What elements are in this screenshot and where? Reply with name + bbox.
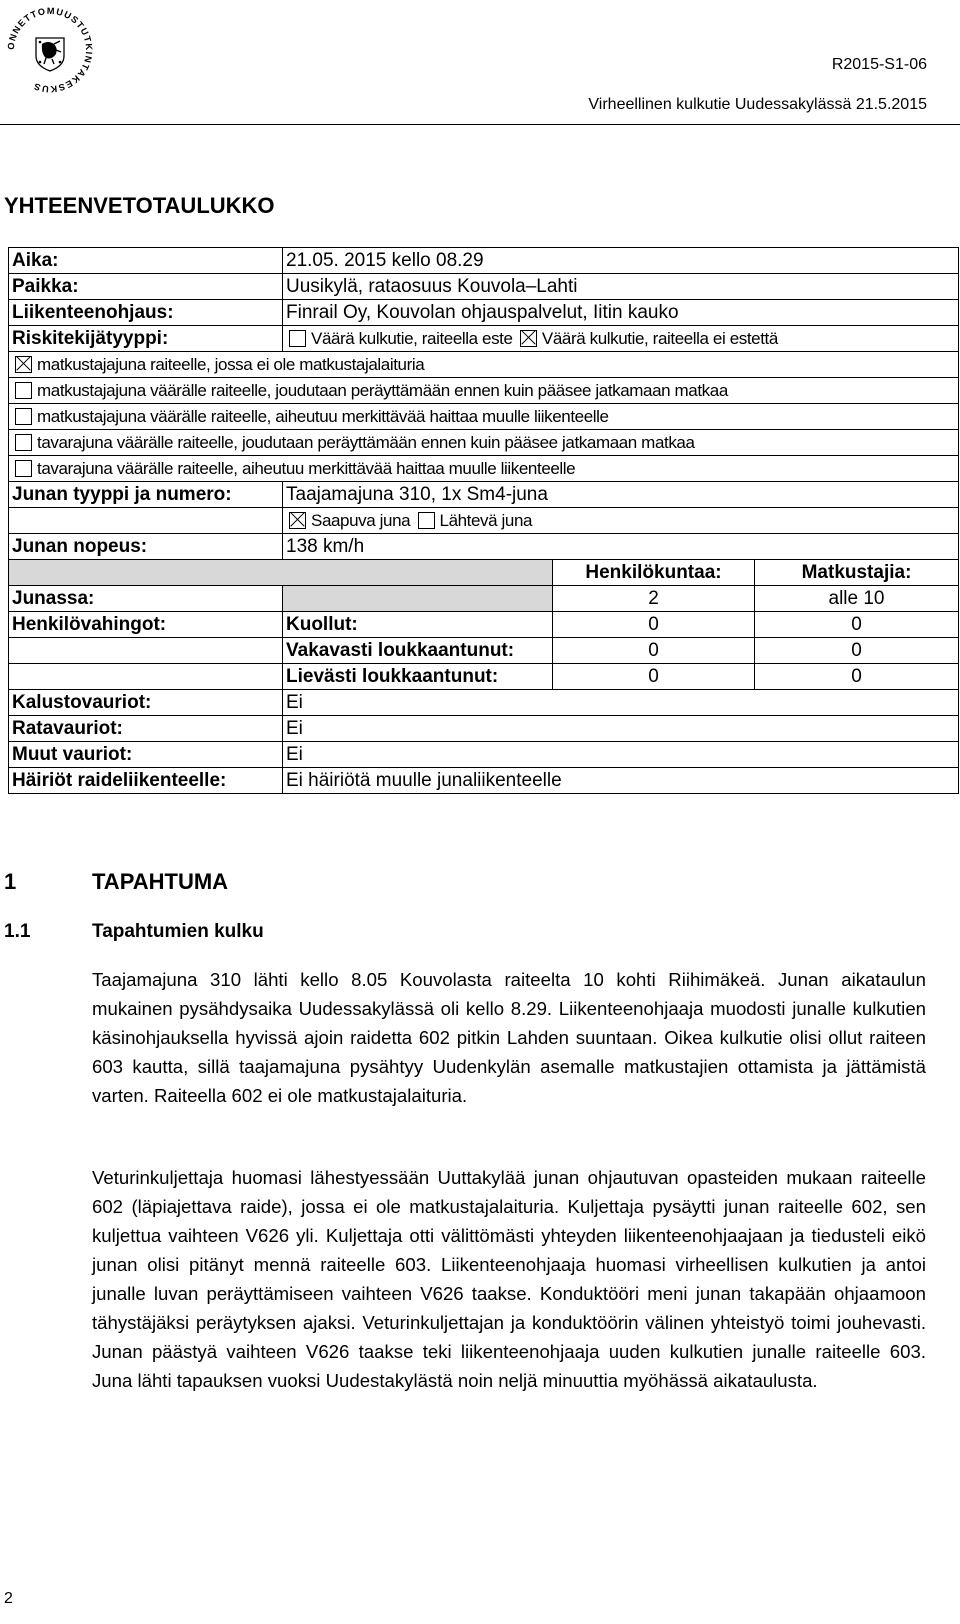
place-label: Paikka: <box>9 274 283 300</box>
injury-staff-count: 0 <box>553 638 755 664</box>
injury-type-label: Vakavasti loukkaantunut: <box>283 638 553 664</box>
report-title: Virheellinen kulkutie Uudessakylässä 21.5.2015 <box>588 96 927 113</box>
checkbox-checked-icon <box>289 512 306 529</box>
table-row <box>9 638 959 664</box>
subsection-heading <box>4 921 264 943</box>
summary-table <box>8 247 959 794</box>
table-row <box>9 378 959 404</box>
subsection-number: 1.1 <box>4 921 31 942</box>
table-row <box>9 716 959 742</box>
summary-table-title: YHTEENVETOTAULUKKO <box>4 193 275 218</box>
disruption-value: Ei häiriötä muulle junaliikenteelle <box>283 768 959 794</box>
table-row <box>9 560 959 586</box>
page-number: 2 <box>4 1590 13 1607</box>
injury-passenger-count: 0 <box>755 664 959 690</box>
table-row <box>9 664 959 690</box>
onboard-staff: 2 <box>553 586 755 612</box>
speed-label: Junan nopeus: <box>9 534 283 560</box>
paragraph: Veturinkuljettaja huomasi lähestyessään Uuttakylää junan ohjautuvan opasteiden mukaan raiteelle 602 (läpiajettava raide), jossa ei ole matkustajalaituria. Kuljettaja pysäytti junan raiteelle 602, sen kuljettua vaihteen V626 yli. Kuljettaja otti välittömästi yhteyden liikenteenohjaajaan ja tiedusteli eikö junan olisi pitänyt mennä raiteelle 603. Liikenteenohjaaja huomasi virheellisen kulkutien ja antoi junalle luvan peräyttämiseen vaihteen V626 taakse. Konduktööri meni junan takapään ohjaamoon tähystäjäksi peräytyksen ajaksi. Veturinkuljettajan ja konduktöörin välinen yhteistyö toimi jouhevasti. Junan päästyä vaihteen V626 taakse teki liikenteenohjaaja uuden kulkutien junalle raiteelle 603. Juna lähti tapauksen vuoksi Uudestakylästä noin neljä minuuttia myöhässä aikataulusta. <box>92 1167 926 1391</box>
logo-ring-text: ONNETTOMUUSTUTKINTAKESKUS <box>5 5 95 95</box>
checkbox-unchecked-icon <box>15 460 32 477</box>
rolling-stock-value: Ei <box>283 690 959 716</box>
checkbox-checked-icon <box>15 356 32 373</box>
injury-staff-count: 0 <box>553 612 755 638</box>
table-row <box>9 586 959 612</box>
checkbox-unchecked-icon <box>418 512 435 529</box>
other-damage-label: Muut vauriot: <box>9 742 283 768</box>
injury-staff-count: 0 <box>553 664 755 690</box>
section-title: TAPAHTUMA <box>92 869 229 894</box>
passengers-header: Matkustajia: <box>755 560 959 586</box>
table-row <box>9 768 959 794</box>
time-label: Aika: <box>9 248 283 274</box>
checkbox-unchecked-icon <box>289 330 306 347</box>
sub-option-label: matkustajajuna väärälle raiteelle, aiheutuu merkittävää haittaa muulle liikenteelle <box>37 406 609 426</box>
onboard-passengers: alle 10 <box>755 586 959 612</box>
direction-option-label: Saapuva juna <box>311 510 411 530</box>
injury-passenger-count: 0 <box>755 612 959 638</box>
checkbox-unchecked-icon <box>15 408 32 425</box>
table-row <box>9 326 959 352</box>
place-value: Uusikylä, rataosuus Kouvola–Lahti <box>283 274 959 300</box>
injuries-label: Henkilövahingot: <box>9 612 283 638</box>
traffic-control-label: Liikenteenohjaus: <box>9 300 283 326</box>
risk-options <box>283 326 959 352</box>
report-code: R2015-S1-06 <box>831 56 927 73</box>
table-row <box>9 404 959 430</box>
injury-passenger-count: 0 <box>755 638 959 664</box>
table-row <box>9 352 959 378</box>
section-number: 1 <box>4 869 17 894</box>
sub-option-label: tavarajuna väärälle raiteelle, joudutaan peräyttämään ennen kuin pääsee jatkamaan matkaa <box>37 432 695 452</box>
track-damage-label: Ratavauriot: <box>9 716 283 742</box>
checkbox-checked-icon <box>520 330 537 347</box>
sub-option-label: tavarajuna väärälle raiteelle, aiheutuu merkittävää haittaa muulle liikenteelle <box>37 458 576 478</box>
table-row <box>9 690 959 716</box>
injury-type-label: Kuollut: <box>283 612 553 638</box>
train-type-value: Taajamajuna 310, 1x Sm4-juna <box>283 482 959 508</box>
direction-options <box>283 508 959 534</box>
table-row <box>9 430 959 456</box>
staff-header: Henkilökuntaa: <box>553 560 755 586</box>
table-row <box>9 612 959 638</box>
agency-logo <box>4 4 96 96</box>
checkbox-unchecked-icon <box>15 382 32 399</box>
track-damage-value: Ei <box>283 716 959 742</box>
lion-emblem-icon <box>36 38 64 71</box>
table-row <box>9 482 959 508</box>
table-row <box>9 248 959 274</box>
table-row <box>9 508 959 534</box>
time-value: 21.05. 2015 kello 08.29 <box>283 248 959 274</box>
checkbox-unchecked-icon <box>15 434 32 451</box>
disruption-label: Häiriöt raideliikenteelle: <box>9 768 283 794</box>
table-row <box>9 274 959 300</box>
paragraph: Taajamajuna 310 lähti kello 8.05 Kouvolasta raiteelta 10 kohti Riihimäkeä. Junan aikataulun mukainen pysähdysaika Uudessakylässä oli kello 8.29. Liikenteenohjaaja muodosti junalle kulkutien käsinohjauksella hyvissä ajoin raidetta 602 pitkin Lahden suuntaan. Oikea kulkutie olisi ollut raiteen 603 kautta, sillä taajamajuna pysähtyy Uudenkylän asemalle matkustajien ottamista ja jättämistä varten. Raiteella 602 ei ole matkustajalaituria. <box>92 969 926 1106</box>
traffic-control-value: Finrail Oy, Kouvolan ohjauspalvelut, Iitin kauko <box>283 300 959 326</box>
table-row <box>9 534 959 560</box>
train-type-label: Junan tyyppi ja numero: <box>9 482 283 508</box>
section-heading <box>4 869 228 895</box>
header-divider <box>0 124 960 125</box>
onboard-label: Junassa: <box>9 586 283 612</box>
direction-option-label: Lähtevä juna <box>439 510 533 530</box>
sub-option-label: matkustajajuna väärälle raiteelle, joudutaan peräyttämään ennen kuin pääsee jatkamaan matkaa <box>37 380 728 400</box>
speed-value: 138 km/h <box>283 534 959 560</box>
subsection-title: Tapahtumien kulku <box>92 921 264 942</box>
sub-option-label: matkustajajuna raiteelle, jossa ei ole matkustajalaituria <box>37 354 425 374</box>
other-damage-value: Ei <box>283 742 959 768</box>
risk-option-label: Väärä kulkutie, raiteella ei estettä <box>541 328 778 348</box>
table-row <box>9 456 959 482</box>
risk-option-label: Väärä kulkutie, raiteella este <box>311 328 513 348</box>
table-row <box>9 742 959 768</box>
risk-type-label: Riskitekijätyyppi: <box>9 326 283 352</box>
rolling-stock-label: Kalustovauriot: <box>9 690 283 716</box>
table-row <box>9 300 959 326</box>
injury-type-label: Lievästi loukkaantunut: <box>283 664 553 690</box>
